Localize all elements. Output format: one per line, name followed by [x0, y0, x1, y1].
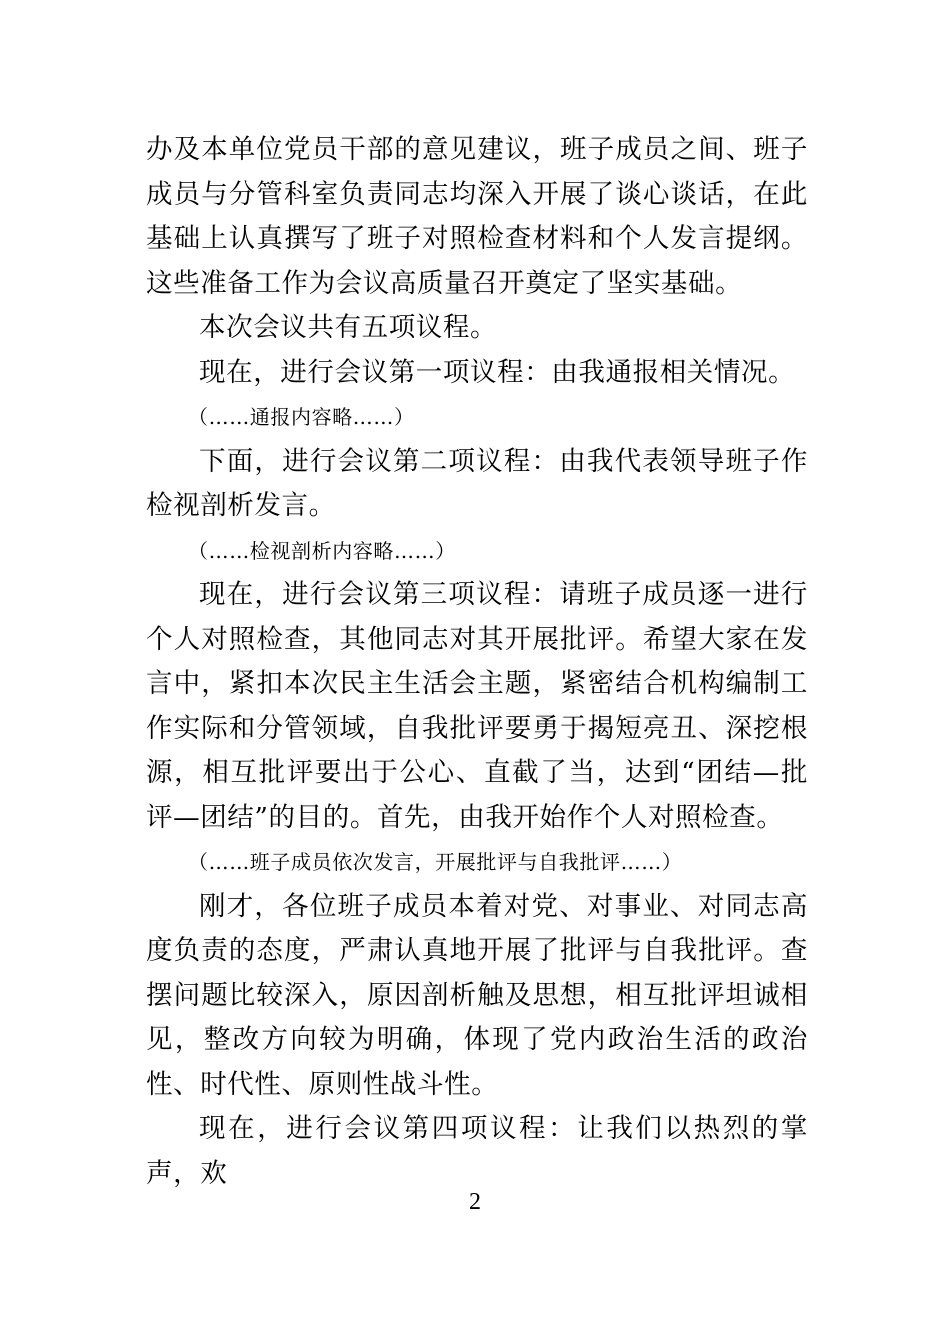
- note-analysis-omitted: （……检视剖析内容略……）: [188, 538, 456, 563]
- paragraph-summary: 刚才，各位班子成员本着对党、对事业、对同志高度负责的态度，严肃认真地开展了批评与自我批评。查摆问题比较深入，原因剖析触及思想，相互批评坦诚相见，整改方向较为明确，体现了党内政治生活的政治性、时代性、原则性战斗性。: [146, 890, 808, 1100]
- paragraph-agenda-count: 本次会议共有五项议程。: [199, 312, 498, 343]
- paragraph-agenda-item-1: 现在，进行会议第一项议程：由我通报相关情况。: [199, 356, 796, 388]
- note-member-speeches: （……班子成员依次发言，开展批评与自我批评……）: [188, 850, 683, 874]
- paragraph-continuation: 办及本单位党员干部的意见建议，班子成员之间、班子成员与分管科室负责同志均深入开展了谈心谈话，在此基础上认真撰写了班子对照检查材料和个人发言提纲。这些准备工作为会议高质量召开奠定了坚实基础。: [146, 134, 808, 299]
- paragraph-agenda-item-4: 现在，进行会议第四项议程：让我们以热烈的掌声，欢: [146, 1113, 808, 1189]
- paragraph-agenda-item-3: 现在，进行会议第三项议程：请班子成员逐一进行个人对照检查，其他同志对其开展批评。希望大家在发言中，紧扣本次民主生活会主题，紧密结合机构编制工作实际和分管领域，自我批评要勇于揭短亮丑、深挖根源，相互批评要出于公心、直截了当，达到“团结—批评—团结”的目的。首先，由我开始作个人对照检查。: [146, 579, 808, 833]
- page-number: 2: [469, 1189, 481, 1215]
- document-body: [146, 128, 808, 1196]
- paragraph-agenda-item-2: 下面，进行会议第二项议程：由我代表领导班子作检视剖析发言。: [146, 445, 808, 521]
- note-report-omitted: （……通报内容略……）: [188, 405, 415, 429]
